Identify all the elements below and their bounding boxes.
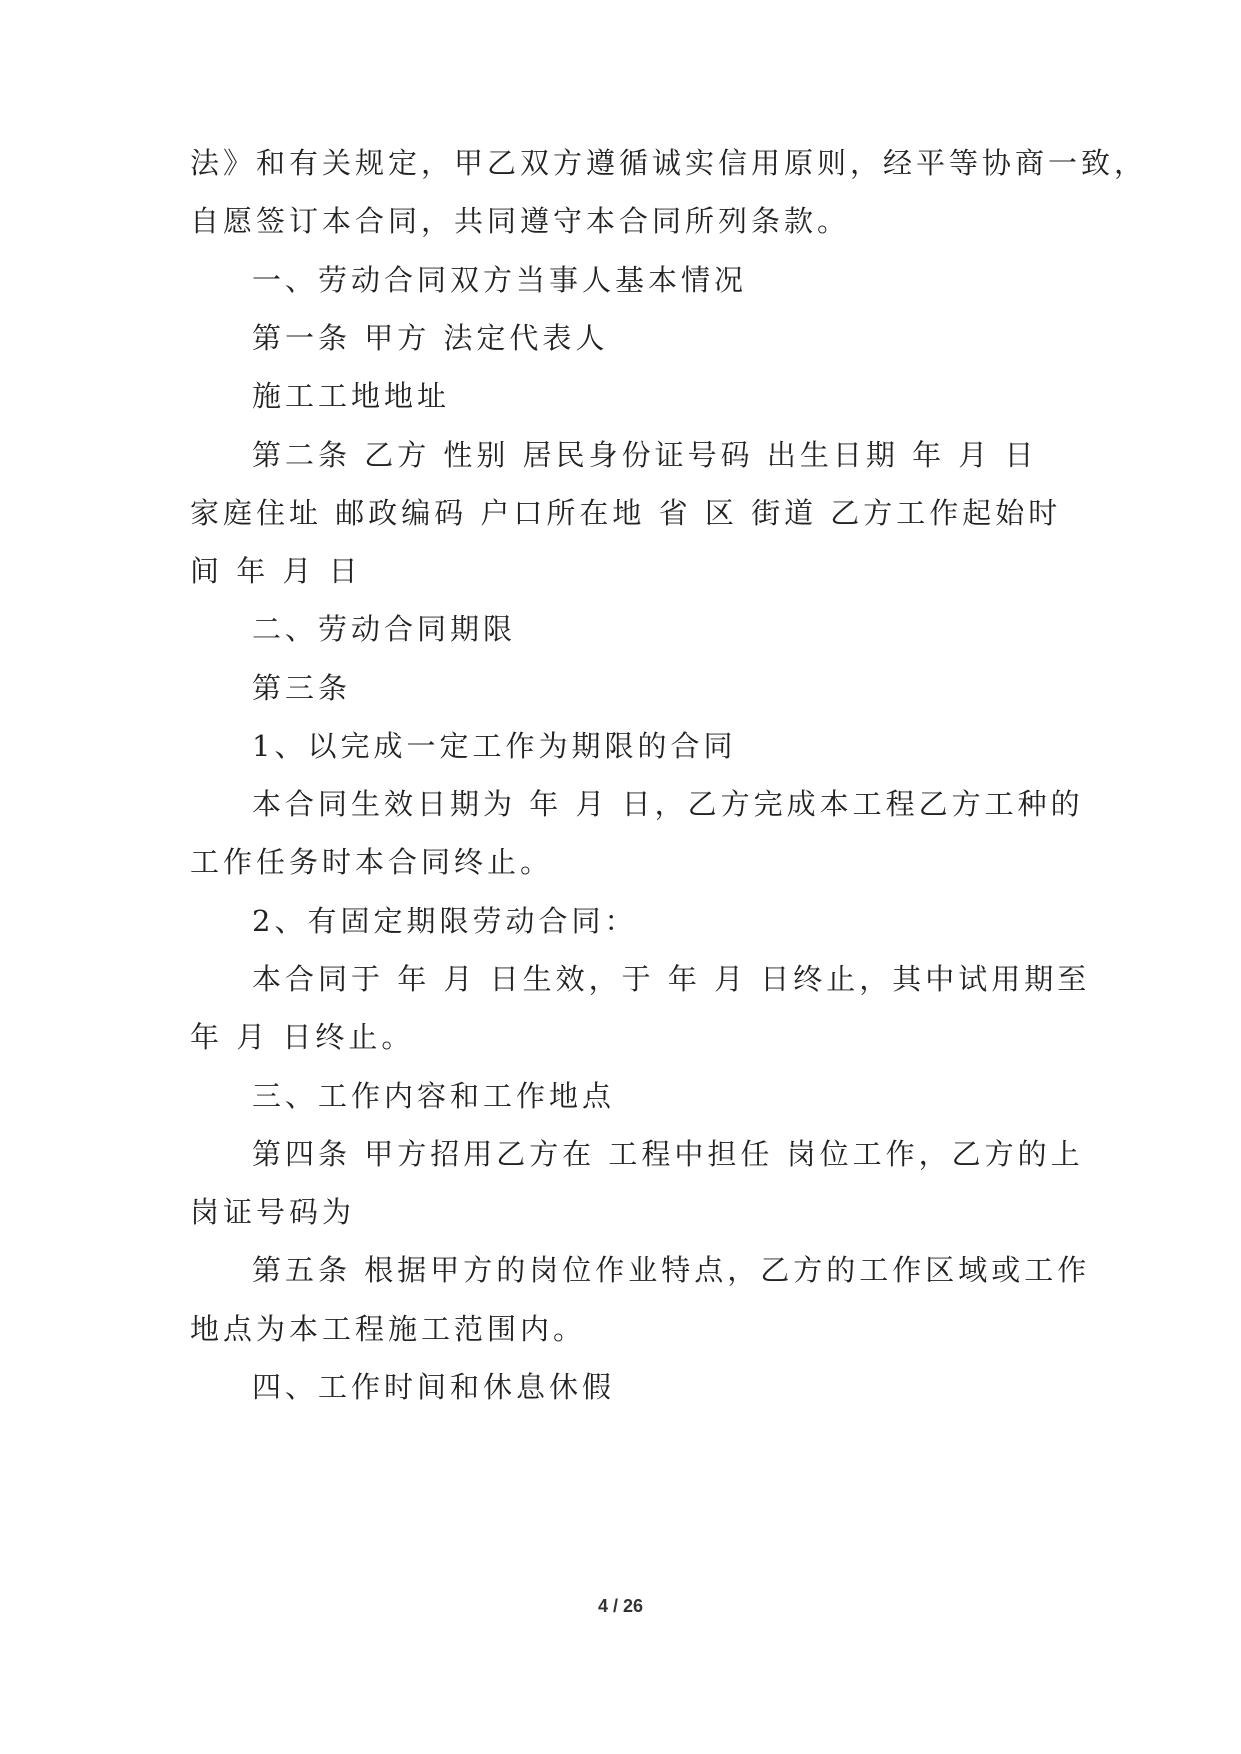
section-heading: 四、工作时间和休息休假 xyxy=(252,1370,616,1404)
text-line: 工作任务时本合同终止。 xyxy=(190,845,554,879)
text-line: 家庭住址 邮政编码 户口所在地 省 区 街道 乙方工作起始时 xyxy=(190,496,1062,530)
text-line: 自愿签订本合同，共同遵守本合同所列条款。 xyxy=(190,204,851,238)
text-line: 年 月 日终止。 xyxy=(190,1020,415,1054)
text-line: 地点为本工程施工范围内。 xyxy=(190,1312,587,1346)
text-line: 施工工地地址 xyxy=(252,379,451,413)
text-line: 本合同于 年 月 日生效，于 年 月 日终止，其中试用期至 xyxy=(252,962,1091,996)
text-line: 第四条 甲方招用乙方在 工程中担任 岗位工作，乙方的上 xyxy=(252,1137,1084,1171)
text-line: 第三条 xyxy=(252,671,352,705)
text-line: 2、有固定期限劳动合同： xyxy=(252,904,638,938)
section-heading: 三、工作内容和工作地点 xyxy=(252,1079,616,1113)
section-heading: 二、劳动合同期限 xyxy=(252,612,517,646)
text-line: 本合同生效日期为 年 月 日，乙方完成本工程乙方工种的 xyxy=(252,787,1084,821)
text-line: 岗证号码为 xyxy=(190,1195,356,1229)
text-line: 第二条 乙方 性别 居民身份证号码 出生日期 年 月 日 xyxy=(252,438,1038,472)
text-line: 第一条 甲方 法定代表人 xyxy=(252,321,609,355)
page-number: 4 / 26 xyxy=(597,1596,644,1616)
section-heading: 一、劳动合同双方当事人基本情况 xyxy=(252,263,748,297)
text-line: 第五条 根据甲方的岗位作业特点，乙方的工作区域或工作 xyxy=(252,1253,1091,1287)
text-line: 1、以完成一定工作为期限的合同 xyxy=(252,729,737,763)
text-line: 间 年 月 日 xyxy=(190,554,362,588)
text-line: 法》和有关规定，甲乙双方遵循诚实信用原则，经平等协商一致， xyxy=(190,146,1148,180)
